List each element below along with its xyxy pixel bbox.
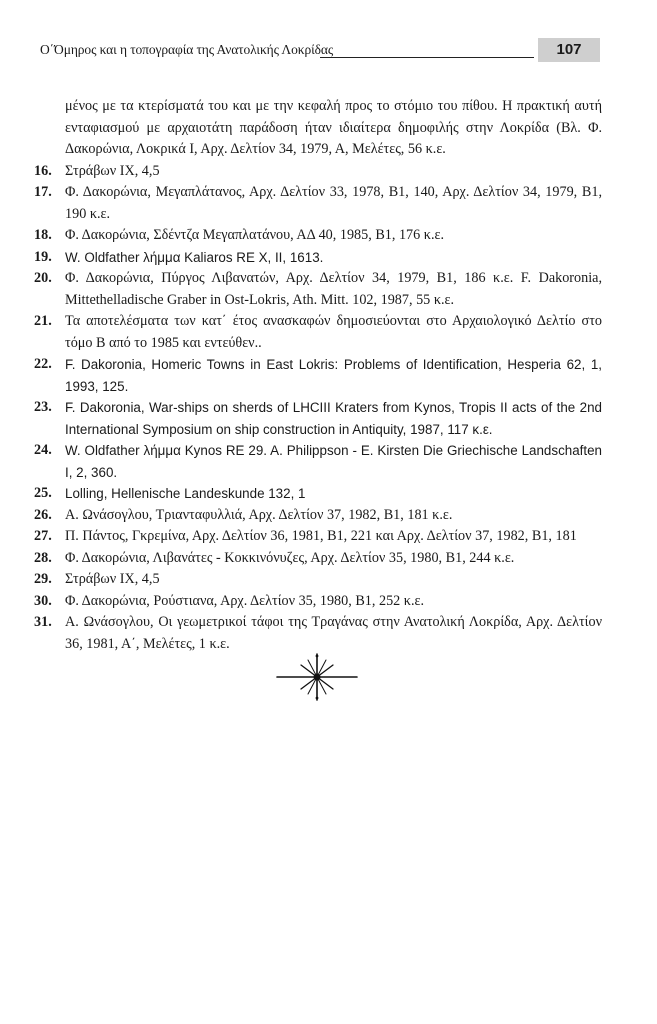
note-text: F. Dakoronia, War-ships on sherds of LHCIII Kraters from Kynos, Tropis II acts of the 2nd International Symposium on ship construction in Antiquity, 1987, 117 κ.ε. [65, 400, 602, 437]
page-header [40, 38, 600, 66]
star-ornament-icon [275, 652, 359, 702]
note-number: 21. [34, 313, 52, 329]
note-16 [34, 161, 602, 183]
note-29 [34, 569, 602, 591]
note-text: W. Oldfather λήμμα Kaliaros RE X, II, 1613. [65, 249, 324, 265]
note-24 [34, 440, 602, 483]
note-28 [34, 548, 602, 570]
note-text: Στράβων ΙΧ, 4,5 [65, 571, 160, 587]
note-text: Α. Ωνάσογλου, Τριανταφυλλιά, Αρχ. Δελτίον 37, 1982, Β1, 181 κ.ε. [65, 506, 453, 523]
note-number: 24. [34, 442, 52, 458]
page-number: 107 [538, 38, 600, 62]
note-text: Φ. Δακορώνια, Μεγαπλάτανος, Αρχ. Δελτίον 33, 1978, Β1, 140, Αρχ. Δελτίον 34, 1979, Β1, 190 κ.ε. [65, 184, 602, 222]
note-31 [34, 612, 602, 655]
note-text: W. Oldfather λήμμα Kynos RE 29. A. Philippson - E. Kirsten Die Griechische Landschaften I, 2, 360. [65, 443, 602, 480]
note-number: 27. [34, 528, 52, 544]
note-number: 22. [34, 356, 52, 372]
note-text: Φ. Δακορώνια, Πύργος Λιβανατών, Αρχ. Δελτίον 34, 1979, Β1, 186 κ.ε. F. Dakoronia, Mittethelladische Graber in Ost-Lokris, Ath. Mitt. 102, 1987, 55 κ.ε. [65, 270, 602, 308]
header-rule [320, 57, 534, 58]
note-text: Τα αποτελέσματα των κατ΄ έτος ανασκαφών δημοσιεύονται στο Αρχαιολογικό Δελτίο στο τόμο Β από το 1985 και εντεύθεν.. [65, 313, 602, 351]
note-22 [34, 354, 602, 397]
note-21 [34, 311, 602, 354]
note-26 [34, 505, 602, 527]
note-number: 20. [34, 270, 52, 286]
note-text: Α. Ωνάσογλου, Οι γεωμετρικοί τάφοι της Τραγάνας στην Ανατολική Λοκρίδα, Αρχ. Δελτίον 36, 1981, Α΄, Μελέτες, 1 κ.ε. [65, 614, 602, 652]
note-text: Φ. Δακορώνια, Ρούστιανα, Αρχ. Δελτίον 35, 1980, Β1, 252 κ.ε. [65, 592, 425, 609]
note-text: Φ. Δακορώνια, Λιβανάτες - Κοκκινόνυζες, Αρχ. Δελτίον 35, 1980, Β1, 244 κ.ε. [65, 549, 515, 566]
note-23 [34, 397, 602, 440]
note-number: 30. [34, 592, 52, 609]
note-27 [34, 526, 602, 548]
note-number: 17. [34, 184, 52, 200]
note-25 [34, 483, 602, 505]
note-number: 26. [34, 506, 52, 523]
note-19 [34, 247, 602, 269]
note-number: 19. [34, 248, 52, 265]
endnotes-list [34, 96, 602, 655]
note-number: 23. [34, 399, 52, 415]
note-17 [34, 182, 602, 225]
note-text: Στράβων ΙΧ, 4,5 [65, 162, 160, 179]
note-number: 29. [34, 571, 52, 587]
note-text: F. Dakoronia, Homeric Towns in East Lokris: Problems of Identification, Hesperia 62, 1, 1993, 125. [65, 357, 602, 394]
note-continuation: μένος με τα κτερίσματά του και με την κεφαλή προς το στόμιο του πίθου. Η πρακτική αυτή ενταφιασμού με αρχαιοτάτη παράδοση ήταν ιδιαίτερα δημοφιλής στην Λοκρίδα (Βλ. Φ. Δακορώνια, Λοκρικά Ι, Αρχ. Δελτίον 34, 1979, Α, Μελέτες, 56 κ.ε. [65, 98, 602, 157]
note-30 [34, 591, 602, 613]
note-number: 16. [34, 162, 52, 179]
note-text: Φ. Δακορώνια, Σδέντζα Μεγαπλατάνου, ΑΔ 40, 1985, Β1, 176 κ.ε. [65, 227, 444, 243]
running-title: Ο΄Όμηρος και η τοπογραφία της Ανατολικής Λοκρίδας [40, 42, 334, 57]
note-number: 18. [34, 227, 52, 243]
note-20 [34, 268, 602, 311]
note-text: Π. Πάντος, Γκρεμίνα, Αρχ. Δελτίον 36, 1981, Β1, 221 και Αρχ. Δελτίον 37, 1982, Β1, 181 [65, 528, 577, 544]
note-number: 31. [34, 614, 52, 630]
note-number: 28. [34, 549, 52, 566]
note-text: Lolling, Hellenische Landeskunde 132, 1 [65, 486, 306, 501]
note-18 [34, 225, 602, 247]
note-number: 25. [34, 485, 52, 501]
